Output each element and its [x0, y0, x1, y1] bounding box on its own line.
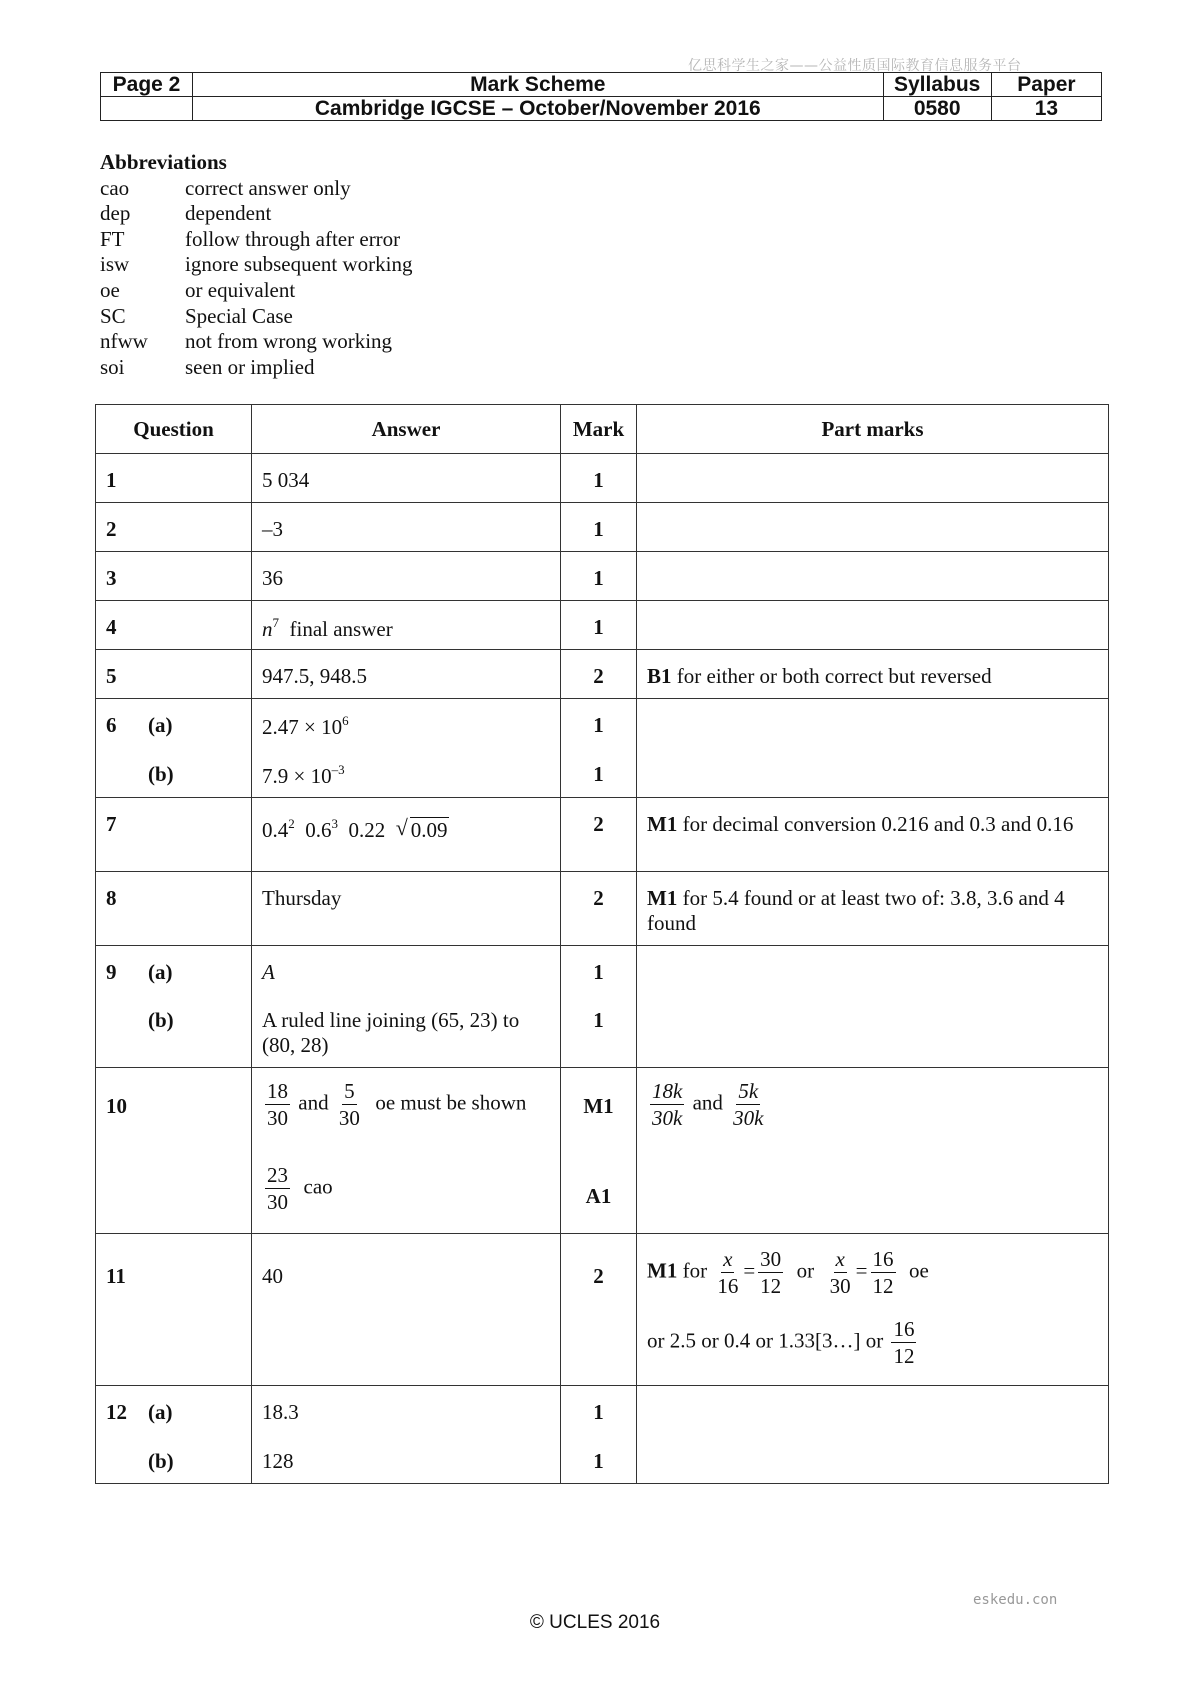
abbreviation-code: cao — [100, 175, 130, 200]
question-part: (a) — [148, 1400, 173, 1424]
abbreviation-meaning: ignore subsequent working — [185, 252, 413, 277]
fraction — [871, 1246, 896, 1299]
mark-value: 1 — [593, 566, 604, 590]
abbreviation-meaning: dependent — [185, 201, 272, 226]
abbreviation-row — [100, 278, 412, 304]
question-part: (a) — [148, 713, 173, 737]
fraction — [715, 1246, 740, 1299]
answer-term: 0.6 — [305, 818, 332, 842]
header-title: Mark Scheme — [193, 73, 884, 97]
answer-note: cao — [303, 1174, 333, 1199]
answer-exponent: 6 — [342, 713, 349, 728]
mark-value: 2 — [593, 1264, 604, 1288]
denominator: 30k — [733, 1106, 764, 1130]
abbreviations-title: Abbreviations — [100, 150, 227, 174]
answer-term: 0.4 — [262, 818, 289, 842]
mark-value: 2 — [593, 664, 604, 688]
numerator: 16 — [872, 1247, 894, 1271]
answer-exponent: –3 — [331, 762, 345, 777]
table-header-row — [96, 405, 1109, 454]
question-part: (b) — [148, 1449, 174, 1473]
connector-text: and — [692, 1090, 723, 1115]
part-marks-text — [637, 1068, 1108, 1131]
part-marks-header: Part marks — [637, 405, 1109, 454]
mark-value: 1 — [593, 1008, 604, 1032]
mark-value: 1 — [593, 517, 604, 541]
answer-text — [262, 762, 550, 789]
table-row — [96, 946, 1109, 1068]
question-number: 3 — [106, 566, 117, 590]
answer-text: 128 — [262, 1449, 294, 1473]
question-header: Question — [96, 405, 252, 454]
paper-number: 13 — [991, 97, 1101, 121]
mark-value: 1 — [593, 762, 604, 786]
abbreviation-code: FT — [100, 226, 125, 251]
question-number: 11 — [106, 1264, 126, 1288]
table-row — [96, 552, 1109, 601]
connector-text: or — [796, 1258, 815, 1283]
mark-scheme-table — [95, 404, 1109, 1484]
answer-text: –3 — [262, 517, 283, 541]
answer-text — [262, 1162, 550, 1215]
part-marks-detail: for 5.4 found or at least two of: 3.8, 3.6 and 4 found — [647, 886, 1065, 935]
answer-text — [252, 601, 560, 642]
abbreviation-row — [100, 329, 412, 355]
table-row — [96, 1234, 1109, 1386]
answer-text: 36 — [262, 566, 283, 590]
answer-variable: n — [262, 617, 273, 641]
abbreviation-meaning: seen or implied — [185, 354, 315, 379]
paper-label: Paper — [991, 73, 1101, 97]
denominator: 12 — [760, 1274, 782, 1298]
mark-code: M1 — [647, 812, 678, 836]
part-marks-text — [637, 872, 1108, 936]
answer-text: 947.5, 948.5 — [262, 664, 367, 688]
mark-value: 1 — [593, 960, 604, 984]
table-row — [96, 872, 1109, 946]
mark-value: 2 — [593, 886, 604, 910]
question-part: (b) — [148, 1008, 174, 1032]
numerator: 5k — [738, 1079, 759, 1103]
radicand: 0.09 — [410, 818, 448, 842]
question-number: 2 — [106, 517, 117, 541]
part-marks-detail: for decimal conversion 0.216 and 0.3 and 0.16 — [682, 812, 1074, 836]
denominator: 16 — [717, 1274, 739, 1298]
answer-text: 40 — [262, 1264, 283, 1288]
abbreviation-code: soi — [100, 354, 125, 379]
denominator: 12 — [893, 1344, 915, 1368]
answer-text — [262, 1078, 550, 1162]
syllabus-label: Syllabus — [883, 73, 991, 97]
fraction — [758, 1246, 783, 1299]
numerator: 18 — [267, 1079, 288, 1103]
table-row — [96, 699, 1109, 798]
fraction — [828, 1246, 853, 1299]
part-marks-text — [637, 650, 1108, 689]
question-number: 1 — [106, 468, 117, 492]
header-empty-cell — [101, 97, 193, 121]
table-row — [96, 798, 1109, 872]
denominator: 30 — [829, 1274, 851, 1298]
abbreviation-meaning: correct answer only — [185, 175, 351, 200]
table-row — [96, 454, 1109, 503]
numerator: x — [723, 1247, 733, 1271]
table-row — [96, 650, 1109, 699]
answer-text: 5 034 — [262, 468, 310, 492]
header-table — [100, 72, 1102, 121]
fraction — [337, 1078, 362, 1131]
mark-code: M1 — [647, 886, 678, 910]
numerator: 5 — [344, 1079, 355, 1103]
answer-text: 18.3 — [262, 1400, 299, 1424]
mark-value: 1 — [593, 1400, 604, 1424]
answer-exponent: 3 — [331, 816, 338, 831]
mark-value: 1 — [593, 468, 604, 492]
question-number: 8 — [106, 886, 117, 910]
abbreviations-section — [100, 150, 412, 380]
fraction — [891, 1316, 916, 1369]
site-watermark: eskedu.con — [973, 1592, 1058, 1608]
answer-exponent: 7 — [272, 615, 279, 630]
mark-value: 1 — [593, 713, 604, 737]
denominator: 30 — [267, 1106, 288, 1130]
fraction — [650, 1078, 684, 1131]
mark-header: Mark — [561, 405, 637, 454]
connector-text: and — [298, 1090, 329, 1115]
mark-value: 1 — [593, 1449, 604, 1473]
abbreviation-row — [100, 227, 412, 253]
numerator: 18k — [652, 1079, 683, 1103]
mark-value: M1 — [583, 1094, 614, 1118]
square-root: √ 0.09 — [395, 815, 448, 842]
question-number: 10 — [106, 1094, 127, 1118]
question-part: (a) — [148, 960, 173, 984]
part-marks-text — [637, 798, 1108, 837]
abbreviation-row — [100, 201, 412, 227]
mark-code: B1 — [647, 664, 672, 688]
abbreviation-row — [100, 252, 412, 278]
connector-text: for — [682, 1258, 708, 1283]
answer-base: 7.9 × 10 — [262, 764, 332, 788]
denominator: 12 — [872, 1274, 894, 1298]
mark-code: M1 — [647, 1258, 678, 1283]
numerator: x — [835, 1247, 845, 1271]
abbreviation-meaning: not from wrong working — [185, 329, 393, 354]
mark-value: 1 — [593, 615, 604, 639]
question-number: 7 — [106, 812, 117, 836]
answer-header: Answer — [252, 405, 561, 454]
equals-sign: = — [855, 1258, 868, 1283]
equals-sign: = — [743, 1258, 756, 1283]
table-row — [96, 503, 1109, 552]
abbreviation-code: isw — [100, 252, 130, 277]
table-row — [96, 1068, 1109, 1234]
question-part: (b) — [148, 762, 174, 786]
abbreviation-row — [100, 355, 412, 381]
numerator: 16 — [893, 1317, 915, 1341]
mark-value: A1 — [585, 1184, 612, 1208]
answer-term: 0.22 — [348, 818, 386, 842]
abbreviation-row — [100, 176, 412, 202]
question-number: 6 — [106, 713, 117, 737]
abbreviation-code: dep — [100, 201, 131, 226]
syllabus-code: 0580 — [883, 97, 991, 121]
watermark-text: 亿思科学生之家——公益性质国际教育信息服务平台 — [688, 58, 1022, 74]
part-marks-detail: or 2.5 or 0.4 or 1.33[3…] or — [647, 1328, 884, 1353]
connector-text: oe — [909, 1258, 929, 1283]
table-row — [96, 1386, 1109, 1484]
part-marks-text — [637, 1234, 1108, 1369]
question-number: 5 — [106, 664, 117, 688]
answer-exponent: 2 — [288, 816, 295, 831]
fraction — [265, 1162, 290, 1215]
denominator: 30 — [267, 1190, 288, 1214]
abbreviation-code: SC — [100, 303, 126, 328]
fraction — [265, 1078, 290, 1131]
answer-text: A — [262, 960, 275, 984]
question-number: 12 — [106, 1400, 127, 1424]
page-label: Page 2 — [101, 73, 193, 97]
answer-suffix: final answer — [289, 617, 393, 641]
part-marks-detail: for either or both correct but reversed — [676, 664, 992, 688]
denominator: 30 — [338, 1106, 360, 1130]
abbreviation-row — [100, 304, 412, 330]
fraction — [731, 1078, 765, 1131]
abbreviation-meaning: or equivalent — [185, 277, 296, 302]
numerator: 23 — [267, 1163, 288, 1187]
abbreviation-code: nfww — [100, 329, 148, 354]
abbreviation-meaning: Special Case — [185, 303, 293, 328]
header-subtitle: Cambridge IGCSE – October/November 2016 — [193, 97, 884, 121]
footer-copyright: © UCLES 2016 — [529, 1612, 661, 1633]
answer-note: oe must be shown — [375, 1090, 527, 1115]
answer-text — [262, 713, 550, 762]
table-row — [96, 601, 1109, 650]
abbreviation-meaning: follow through after error — [185, 226, 401, 251]
denominator: 30k — [652, 1106, 683, 1130]
mark-value: 2 — [593, 812, 604, 836]
question-number: 4 — [106, 615, 117, 639]
abbreviation-code: oe — [100, 277, 120, 302]
numerator: 30 — [760, 1247, 782, 1271]
answer-text: A ruled line joining (65, 23) to (80, 28) — [262, 1008, 520, 1057]
question-number: 9 — [106, 960, 117, 984]
answer-text — [252, 798, 560, 843]
answer-base: 2.47 × 10 — [262, 715, 343, 739]
answer-text: Thursday — [262, 886, 342, 910]
